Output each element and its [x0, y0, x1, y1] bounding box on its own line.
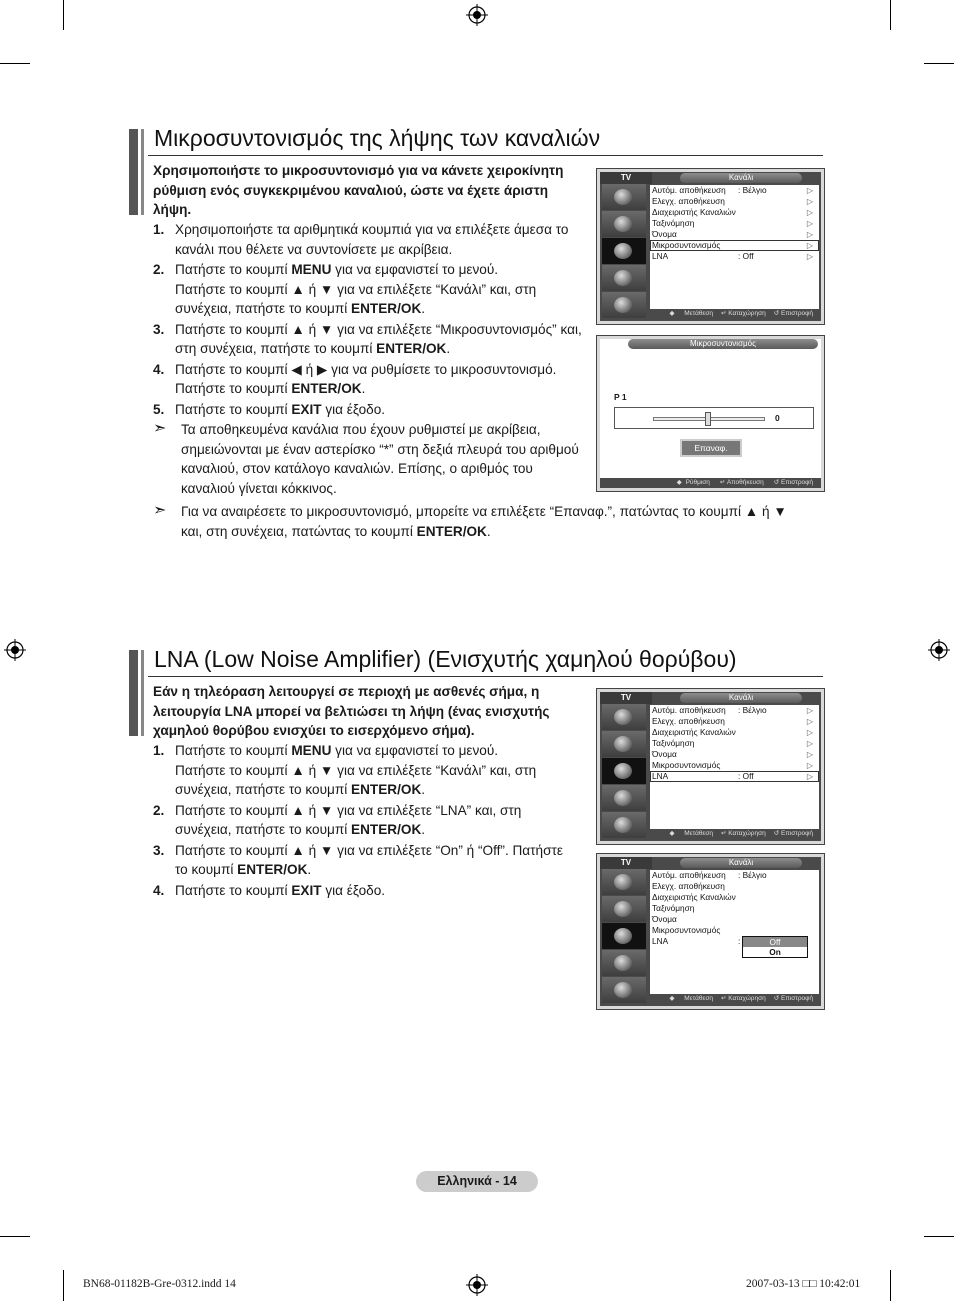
menu-panel [650, 705, 819, 829]
crop-mark [63, 1270, 64, 1301]
menu-item[interactable]: Ταξινόμηση ▷ [652, 218, 813, 228]
menu-icons [600, 184, 648, 319]
registration-mark-icon [466, 4, 488, 26]
menu-header: Κανάλι [680, 173, 802, 183]
title-rule [148, 676, 823, 677]
menu-panel [650, 870, 819, 994]
channel-label: P 1 [614, 392, 627, 402]
print-timestamp: 2007-03-13 □□ 10:42:01 [746, 1278, 861, 1290]
tv-tag: TV [600, 172, 652, 184]
sound-icon [602, 731, 646, 757]
menu-item[interactable]: Όνομα ▷ [652, 749, 813, 759]
print-file-name: BN68-01182B-Gre-0312.indd 14 [83, 1278, 236, 1290]
title-rule [148, 155, 823, 156]
step-item: 5. Πατήστε το κουμπί EXIT για έξοδο. [153, 401, 386, 417]
menu-item[interactable]: Μικροσυντονισμός ▷ [652, 760, 813, 770]
menu-icons [600, 869, 648, 1004]
note-arrow-icon: ➣ [153, 502, 167, 519]
section-title: LNA (Low Noise Amplifier) (Ενισχυτής χαμηλού θορύβου) [154, 646, 737, 672]
step-item: 4. Πατήστε το κουμπί EXIT για έξοδο. [153, 882, 386, 898]
channel-icon [602, 238, 646, 264]
tv-menu-screen [596, 168, 825, 325]
section-bar [129, 650, 138, 736]
input-icon [602, 977, 646, 1003]
menu-footer: ◆ Μετάθεση ↵ Καταχώρηση ↺ Επιστροφή [650, 309, 819, 319]
menu-item-selected[interactable]: LNA : Off ▷ [650, 771, 819, 782]
menu-item[interactable]: Αυτόμ. αποθήκευση : Βέλγιο ▷ [652, 705, 813, 715]
picture-icon [602, 704, 646, 730]
sound-icon [602, 896, 646, 922]
registration-mark-icon [466, 1274, 488, 1296]
step-item: 3. Πατήστε το κουμπί ▲ ή ▼ για να επιλέξετε “On” ή “Off”. Πατήστε το κουμπί ENTER/OK. [153, 842, 563, 877]
menu-header: Κανάλι [680, 693, 802, 703]
setup-icon [602, 785, 646, 811]
menu-item[interactable]: Ελεγχ. αποθήκευση ▷ [652, 196, 813, 206]
menu-item[interactable]: Ταξινόμηση ▷ [652, 738, 813, 748]
lna-dropdown[interactable] [742, 936, 808, 958]
section-title: Μικροσυντονισμός της λήψης των καναλιών [154, 125, 601, 151]
tv-menu-screen [596, 688, 825, 845]
tv-tag: TV [600, 692, 652, 704]
crop-mark [924, 1236, 954, 1237]
step-item: 1. Χρησιμοποιήστε τα αριθμητικά κουμπιά για να επιλέξετε άμεσα το κανάλι που θέλετε να συντονίσετε με ακρίβεια. [153, 222, 569, 257]
registration-mark-icon [4, 639, 26, 661]
fine-tune-footer: ◆ Ρύθμιση ↵ Αποθήκευση ↺ Επιστροφή [600, 478, 821, 488]
channel-icon [602, 923, 646, 949]
steps-list [153, 741, 578, 901]
sound-icon [602, 211, 646, 237]
step-item: 1. Πατήστε το κουμπί MENU για να εμφανιστεί το μενού. Πατήστε το κουμπί ▲ ή ▼ για να επιλέξετε “Κανάλι” και, στη συνέχεια, πατήστε το κουμπί ENTER/OK. [153, 743, 537, 797]
section-bar [129, 129, 138, 215]
step-item: 2. Πατήστε το κουμπί MENU για να εμφανιστεί το μενού. Πατήστε το κουμπί ▲ ή ▼ για να επιλέξετε “Κανάλι” και, στη συνέχεια, πατήστε το κουμπί ENTER/OK. [153, 262, 537, 316]
menu-footer: ◆ Μετάθεση ↵ Καταχώρηση ↺ Επιστροφή [650, 994, 819, 1004]
intro-text: Εάν η τηλεόραση λειτουργεί σε περιοχή με ασθενές σήμα, η λειτουργία LNA μπορεί να βελτιώσει τη λήψη (ένας ενισχυτής χαμηλού θορύβου ενισχύει το εισερχόμενο σήμα). [153, 684, 550, 738]
fine-tune-slider[interactable] [614, 407, 814, 429]
step-item: 2. Πατήστε το κουμπί ▲ ή ▼ για να επιλέξετε “LNA” και, στη συνέχεια, πατήστε το κουμπί ENTER/OK. [153, 802, 522, 837]
menu-item[interactable]: Διαχειριστής Καναλιών ▷ [652, 727, 813, 737]
reset-button[interactable]: Επαναφ. [680, 439, 742, 457]
menu-item[interactable]: Διαχειριστής Καναλιών [652, 892, 736, 902]
menu-footer: ◆ Μετάθεση ↵ Καταχώρηση ↺ Επιστροφή [650, 829, 819, 839]
crop-mark [890, 1270, 891, 1301]
option-on[interactable]: On [769, 947, 781, 957]
page-number: Ελληνικά - 14 [416, 1171, 538, 1192]
slider-knob[interactable] [705, 412, 711, 426]
tv-menu-screen [596, 853, 825, 1010]
channel-icon [602, 758, 646, 784]
menu-header: Κανάλι [680, 858, 802, 868]
note-item: ➣ Για να αναιρέσετε το μικροσυντονισμό, μπορείτε να επιλέξετε “Επαναφ.”, πατώντας το κουμπί ▲ ή ▼ και, στη συνέχεια, πατώντας το κουμπί ENTER/OK. [153, 502, 787, 539]
steps-list [153, 220, 585, 498]
menu-item[interactable]: Ταξινόμηση [652, 903, 695, 913]
step-item: 3. Πατήστε το κουμπί ▲ ή ▼ για να επιλέξετε “Μικροσυντονισμός” και, στη συνέχεια, πατήστε το κουμπί ENTER/OK. [153, 321, 582, 356]
tv-tag: TV [600, 857, 652, 869]
section-bar [141, 650, 144, 736]
menu-item[interactable]: Όνομα ▷ [652, 229, 813, 239]
section-bar [141, 129, 144, 215]
menu-item[interactable]: Ελεγχ. αποθήκευση ▷ [652, 716, 813, 726]
step-item: 4. Πατήστε το κουμπί ◀ ή ▶ για να ρυθμίσετε το μικροσυντονισμό. Πατήστε το κουμπί ENTER/OK. [153, 361, 557, 396]
fine-tune-header: Μικροσυντονισμός [628, 339, 818, 349]
registration-mark-icon [928, 639, 950, 661]
fine-tune-screen [596, 335, 825, 492]
picture-icon [602, 184, 646, 210]
menu-item[interactable]: LNA : Off ▷ [652, 251, 813, 261]
menu-icons [600, 704, 648, 839]
note-item: ➣ Τα αποθηκευμένα κανάλια που έχουν ρυθμιστεί με ακρίβεια, σημειώνονται με έναν αστερίσκο “*” στη δεξιά πλευρά του αριθμού καναλιού, στον κατάλογο καναλιών. Επίσης, ο αριθμός του καναλιού γίνεται κόκκινος. [153, 420, 579, 496]
crop-mark [0, 1236, 30, 1237]
crop-mark [0, 63, 30, 64]
menu-item[interactable]: Όνομα [652, 914, 677, 924]
input-icon [602, 812, 646, 838]
setup-icon [602, 265, 646, 291]
crop-mark [924, 63, 954, 64]
input-icon [602, 292, 646, 318]
menu-item[interactable]: Διαχειριστής Καναλιών ▷ [652, 207, 813, 217]
menu-item-selected[interactable]: Μικροσυντονισμός ▷ [650, 240, 819, 251]
setup-icon [602, 950, 646, 976]
option-off[interactable]: Off [743, 937, 807, 947]
menu-panel [650, 185, 819, 309]
crop-mark [890, 0, 891, 30]
menu-item[interactable]: Αυτόμ. αποθήκευση : Βέλγιο [652, 870, 767, 880]
menu-item[interactable]: Ελεγχ. αποθήκευση [652, 881, 725, 891]
slider-value: 0 [775, 413, 780, 423]
intro-text: Χρησιμοποιήστε το μικροσυντονισμό για να κάνετε χειροκίνητη ρύθμιση ενός συγκεκριμένου καναλιού, ώστε να έχετε άριστη λήψη. [153, 163, 564, 217]
note-arrow-icon: ➣ [153, 420, 167, 437]
picture-icon [602, 869, 646, 895]
menu-item[interactable]: Αυτόμ. αποθήκευση : Βέλγιο ▷ [652, 185, 813, 195]
crop-mark [63, 0, 64, 30]
menu-item[interactable]: Μικροσυντονισμός [652, 925, 721, 935]
menu-item[interactable]: LNA : Off On [650, 936, 819, 958]
